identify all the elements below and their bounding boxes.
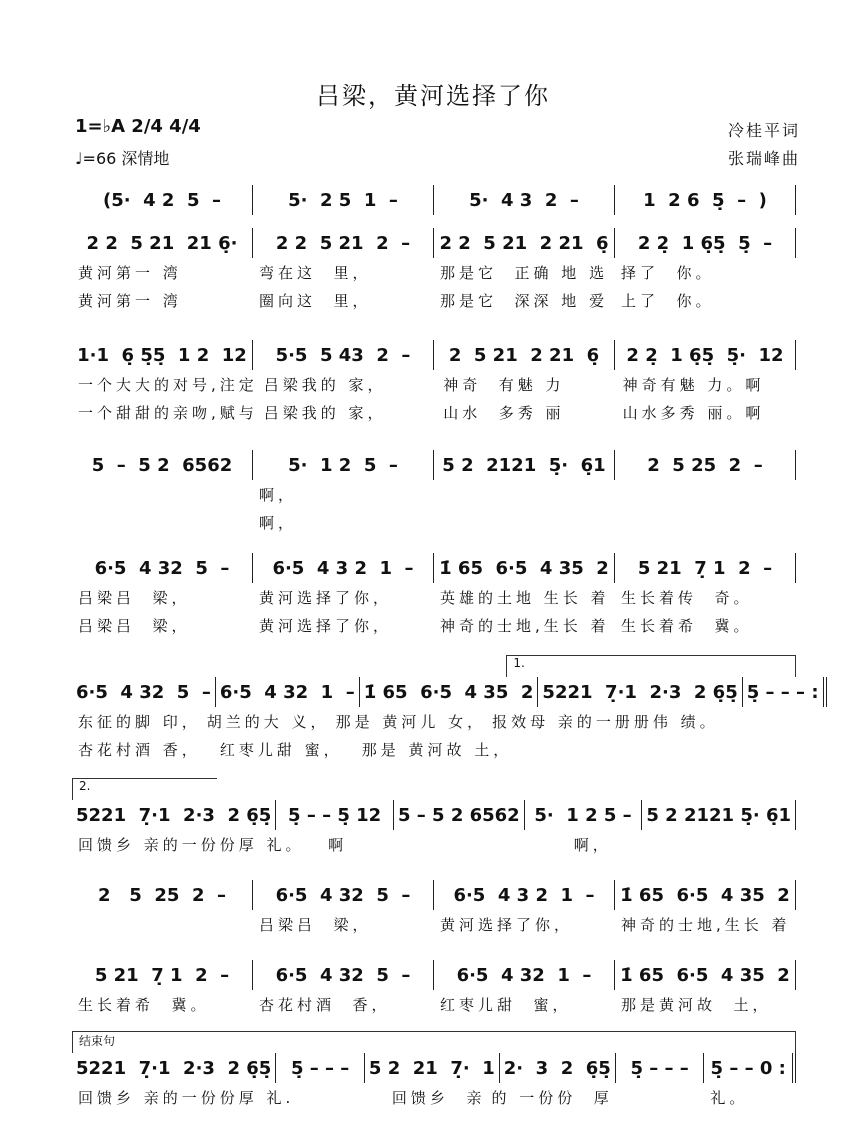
lyric-segment: 择了 你。: [621, 263, 715, 282]
notation-row: [72, 450, 796, 480]
measure: 6·5 4 32 1 –: [433, 960, 614, 990]
lyric-segment: 那是 黄河儿 女，: [335, 712, 487, 731]
measure: 5̣ – – –: [275, 1053, 364, 1083]
measure: 5 21 7̣ 1 2 –: [94, 964, 230, 986]
notation-row: [72, 677, 819, 707]
lyric-segment: 吕梁吕 梁，: [78, 616, 191, 635]
lyric-segment: 山水多秀 丽。啊: [622, 403, 765, 422]
lyric-segment: 上了 你。: [621, 291, 715, 310]
measure: 5 – 5 2 6562: [393, 800, 524, 830]
lyric-segment: 黄河选择了你，: [440, 915, 574, 934]
lyric-segment: 啊，: [556, 835, 612, 854]
measure: 2 2 5 21 2 –: [252, 228, 433, 258]
lyric-segment: 一个大大的对号,注定: [78, 375, 258, 394]
score-system: [72, 228, 796, 314]
measure: 6·5 4 32 1 –: [215, 677, 359, 707]
measure: 5· 2 5 1 –: [252, 185, 433, 215]
measure: 1 2 6 5̣ – ): [614, 185, 795, 215]
lyric-segment: 礼。: [710, 1088, 749, 1107]
measure: 5 – 5 2 6562: [91, 454, 233, 476]
lyric-segment: 神奇有魅 力。啊: [622, 375, 765, 394]
notation-row: [72, 960, 796, 990]
measure: 6·5 4 3 2 1 –: [433, 880, 614, 910]
measure: 2 5 25 2 –: [614, 450, 795, 480]
measure: 5 2 21 7̣· 1: [364, 1053, 499, 1083]
measure: 1̇ 65 6·5 4 35 2: [614, 880, 795, 910]
lyric-segment: 神奇 有魅 力: [443, 375, 565, 394]
lyricist-credit: 冷桂平词: [727, 121, 800, 140]
notation-row: [72, 228, 796, 258]
measure: 5 21 7̣ 1 2 –: [614, 553, 795, 583]
measure: 2 5 21 2 21 6̣: [433, 340, 614, 370]
measure: 5̣ – – –: [615, 1053, 704, 1083]
lyric-segment: 英雄的土地 生长 着: [440, 588, 610, 607]
lyric-segment: 黄河第一 湾: [78, 291, 182, 310]
tempo-marking: ♩=66 深情地: [75, 149, 170, 168]
lyric-segment: 圈向这 里，: [259, 291, 372, 310]
lyric-segment: 一个甜甜的亲吻,赋与: [78, 403, 258, 422]
measure: 6·5 4 3 2 1 –: [252, 553, 433, 583]
volta-bracket: 2.: [72, 778, 217, 800]
lyric-segment: 山水 多秀 丽: [443, 403, 565, 422]
lyric-segment: 那是黄河故 土，: [621, 995, 772, 1014]
score-system: [72, 880, 796, 938]
lyric-segment: 吕梁我的 家，: [263, 403, 387, 422]
lyric-segment: 那是它 深深 地 爱: [440, 291, 609, 310]
measure: 5̣ – – – :: [742, 677, 827, 707]
lyric-segment: 那是 黄河故 土，: [361, 740, 513, 759]
lyric-segment: 杏花村酒 香，: [78, 740, 201, 759]
measure: 1̇ 65 6·5 4 35 2: [433, 553, 614, 583]
measure: 5221 7̣·1 2·3 2 6̣5̣: [76, 1057, 272, 1079]
score-system: [72, 450, 796, 536]
lyric-segment: 吕梁吕 梁，: [78, 588, 191, 607]
lyric-line-1: [72, 990, 796, 1018]
lyric-segment: 弯在这 里，: [259, 263, 372, 282]
lyric-segment: 黄河第一 湾: [78, 263, 182, 282]
lyric-segment: 黄河选择了你，: [259, 616, 393, 635]
lyric-line-1: [72, 258, 796, 286]
lyric-segment: 回馈乡 亲的一份份厚 礼.: [78, 1088, 295, 1107]
lyric-segment: 神奇的士地,生长 着: [621, 915, 791, 934]
lyric-segment: 生长着希 冀。: [621, 616, 753, 635]
measure: 2 2̣ 1 6̣5̣ 5̣ –: [614, 228, 795, 258]
measure: 5221 7̣·1 2·3 2 6̣5̣: [537, 677, 741, 707]
lyric-segment: 啊: [310, 835, 348, 854]
measure: 1·1 6̣ 5̣5̣ 1 2 12: [77, 344, 247, 366]
lyric-line-2: [72, 611, 796, 639]
notation-row: [72, 880, 796, 910]
notation-row: [72, 340, 796, 370]
lyric-segment: 生长着传 奇。: [621, 588, 753, 607]
measure: 5̣ – – 5̣ 12: [275, 800, 393, 830]
measure: 6·5 4 32 5 –: [252, 880, 433, 910]
lyric-line-1: [72, 370, 796, 398]
measure: 1̇ 65 6·5 4 35 2: [359, 677, 538, 707]
measure: 5·5 5 43 2 –: [252, 340, 433, 370]
lyric-line-2: [72, 398, 796, 426]
lyric-line-2: [72, 735, 796, 763]
score-system: [72, 779, 796, 858]
measure: 6·5 4 32 5 –: [94, 557, 230, 579]
lyric-segment: 回馈乡 亲: [391, 1088, 486, 1107]
measure: 5· 1 2 5 –: [252, 450, 433, 480]
measure: 5· 4 3 2 –: [433, 185, 614, 215]
lyric-segment: 回馈乡 亲的一份份厚 礼。: [78, 835, 305, 854]
lyric-line-1: [72, 910, 796, 938]
lyric-segment: 报效母 亲的一册册伟 绩。: [492, 712, 719, 731]
notation-row: [72, 1053, 796, 1083]
score-system: [72, 340, 796, 426]
lyric-segment: 神奇的士地,生长 着: [440, 616, 610, 635]
lyric-segment: 红枣儿甜 蜜，: [440, 995, 572, 1014]
song-title: 吕梁，黄河选择了你: [316, 82, 550, 110]
lyric-segment: 红枣儿甜 蜜，: [219, 740, 343, 759]
score-system: [72, 185, 796, 215]
measure: 5̣ – – 0 :: [703, 1053, 796, 1083]
key-signature: 1=♭A 2/4 4/4: [75, 116, 201, 137]
lyric-segment: 啊，: [259, 513, 298, 532]
lyric-segment: 生长着希 冀。: [78, 995, 210, 1014]
score-system: [72, 656, 819, 763]
lyric-segment: 杏花村酒 香，: [259, 995, 391, 1014]
lyric-line-2: [72, 508, 796, 536]
lyric-line-1: [72, 707, 796, 735]
composer-credit: 张瑞峰曲: [727, 149, 800, 168]
measure: 2 2 5 21 2 21 6̣: [433, 228, 614, 258]
measure: (5· 4 2 5 –: [102, 189, 222, 211]
measure: 2 5 25 2 –: [97, 884, 227, 906]
score-system: [72, 960, 796, 1018]
measure: 5· 1 2 5 –: [524, 800, 642, 830]
notation-row: [72, 185, 796, 215]
measure: 5 2 2121 5̣· 6̣1: [433, 450, 614, 480]
lyric-segment: 啊，: [259, 485, 298, 504]
lyric-line-1: [72, 1083, 796, 1111]
volta-bracket: 1.: [506, 655, 796, 677]
measure: 6·5 4 32 5 –: [252, 960, 433, 990]
lyric-line-1: [72, 830, 796, 858]
lyric-segment: 吕梁吕 梁，: [259, 915, 372, 934]
notation-row: [72, 800, 796, 830]
lyric-segment: 吕梁我的 家，: [263, 375, 387, 394]
lyric-line-2: [72, 286, 796, 314]
volta-bracket: 结束句: [72, 1031, 796, 1053]
notation-row: [72, 553, 796, 583]
measure: 2 2̣ 1 6̣5̣ 5̣· 12: [614, 340, 795, 370]
lyric-segment: 东征的脚 印，: [78, 712, 201, 731]
lyric-line-1: [72, 480, 796, 508]
measure: 6·5 4 32 5 –: [76, 681, 211, 703]
score-system: [72, 1034, 796, 1111]
measure: 5 2 2121 5̣· 6̣1: [641, 800, 795, 830]
measure: 2· 3 2 6̣5̣: [499, 1053, 615, 1083]
measure: 2 2 5 21 21 6̣·: [86, 232, 238, 254]
lyric-segment: 的 一份份 厚: [491, 1088, 613, 1107]
lyric-line-1: [72, 583, 796, 611]
measure: 1̇ 65 6·5 4 35 2: [614, 960, 795, 990]
measure: 5221 7̣·1 2·3 2 6̣5̣: [76, 804, 272, 826]
score-system: [72, 553, 796, 639]
lyric-segment: 那是它 正确 地 选: [440, 263, 609, 282]
lyric-segment: 胡兰的大 义，: [206, 712, 330, 731]
lyric-segment: 黄河选择了你，: [259, 588, 393, 607]
